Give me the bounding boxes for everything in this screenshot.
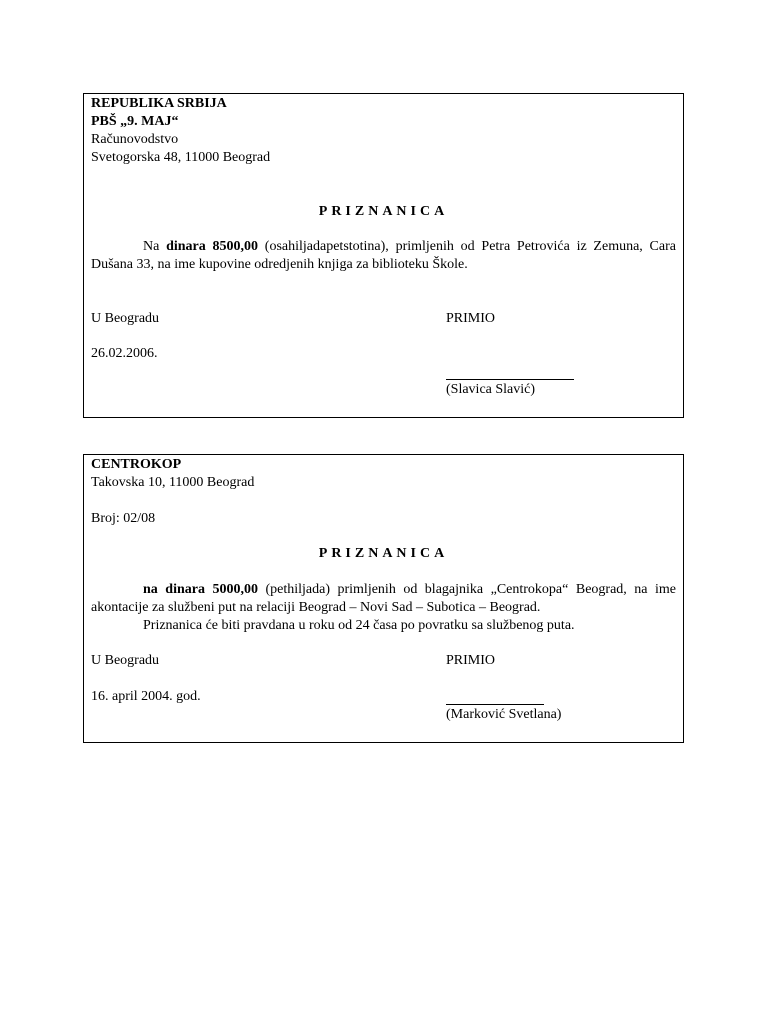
receipt-1-body-intro: Na	[143, 239, 167, 254]
receipt-1-body-amount: dinara 8500,00	[166, 239, 259, 254]
receipt-1-body	[91, 238, 676, 274]
receipt-2	[83, 454, 684, 743]
receipt-2-header-line-1: CENTROKOP	[91, 457, 182, 472]
receipt-1-place: U Beogradu	[91, 311, 160, 326]
receipt-1-title: PRIZNANICA	[318, 204, 449, 219]
receipt-1-header-line-4: Svetogorska 48, 11000 Beograd	[91, 150, 271, 165]
receipt-1-received-label: PRIMIO	[446, 311, 496, 326]
receipt-1-signature-name: (Slavica Slavić)	[446, 382, 536, 397]
receipt-2-body-line-2: Priznanica će biti pravdana u roku od 24 časa po povratku sa službenog puta.	[143, 618, 575, 633]
receipt-1-header-line-3: Računovodstvo	[91, 132, 179, 147]
receipt-2-received-label: PRIMIO	[446, 653, 496, 668]
receipt-1-date: 26.02.2006.	[91, 346, 158, 361]
receipt-2-header-line-2: Takovska 10, 11000 Beograd	[91, 475, 255, 490]
receipt-2-place: U Beogradu	[91, 653, 160, 668]
receipt-1-header-line-1: REPUBLIKA SRBIJA	[91, 96, 227, 111]
receipt-1-body-text: (osahiljadapetstotina), primljenih od Petra Petrovića iz Zemuna, Cara Dušana 33, na ime kupovine odredjenih knjiga za biblioteku Škole.	[91, 239, 676, 272]
receipt-2-body-amount: na dinara 5000,00	[143, 582, 258, 597]
receipt-1-signature-line	[446, 379, 574, 380]
receipt-2-body-text: (pethiljada) primljenih od blagajnika „Centrokopa“ Beograd, na ime akontacije za službeni put na relaciji Beograd – Novi Sad – Subotica – Beograd.	[91, 582, 676, 615]
receipt-2-title: PRIZNANICA	[318, 546, 449, 561]
receipt-2-number: Broj: 02/08	[91, 511, 156, 526]
receipt-2-signature-line	[446, 704, 544, 705]
receipt-1	[83, 93, 684, 418]
receipt-2-signature-name: (Marković Svetlana)	[446, 707, 562, 722]
receipt-1-header-line-2: PBŠ „9. MAJ“	[91, 114, 179, 129]
receipt-2-body	[91, 581, 676, 617]
receipt-2-date: 16. april 2004. god.	[91, 689, 201, 704]
